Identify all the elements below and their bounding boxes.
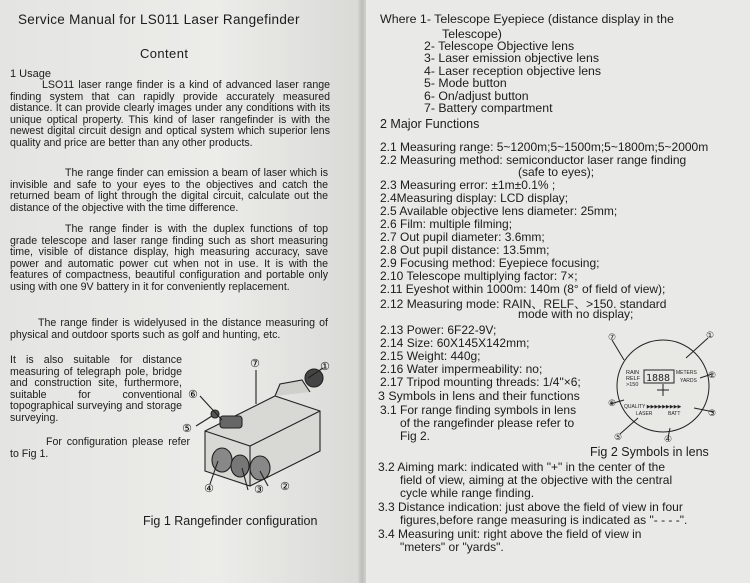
section-major-functions: 2 Major Functions xyxy=(380,117,480,131)
section-usage-heading: 1 Usage xyxy=(10,68,51,80)
parts-item: 5- Mode button xyxy=(424,76,507,91)
usage-paragraph-1: LSO11 laser range finder is a kind of advanced laser range finding system that can rapidly provide accurately measured distance. It can provide clearly images under any conditions with its unique optical property. This kind of laser rangefinder is with the newest digital circuit design and optical system which superior lens quality and price are better than any other products. xyxy=(10,79,330,149)
spec-3-2-line-2: field of view, aiming at the objective with the central xyxy=(400,473,673,487)
spec-3-2-line-1: 3.2 Aiming mark: indicated with "+" in the center of the xyxy=(378,460,666,474)
fig2-laser-label: LASER xyxy=(636,411,653,417)
content-heading: Content xyxy=(140,46,189,61)
usage-paragraph-5: It is also suitable for distance measuring of telegraph pole, bridge and construction site, furthermore, suitable for conventional topographical surveying and storage surveying. xyxy=(10,354,182,424)
fig2-batt-label: BATT xyxy=(668,411,681,417)
lens-symbols-figure xyxy=(608,330,718,442)
spec-3-1-line-3: Fig 2. xyxy=(400,429,431,443)
spec-3-1-line-1: 3.1 For range finding symbols in lens xyxy=(380,403,577,417)
spec-item: 2.15 Weight: 440g; xyxy=(380,349,481,363)
parts-item: 7- Battery compartment xyxy=(424,101,553,116)
spec-item: 2.16 Water impermeability: no; xyxy=(380,362,543,376)
spec-3-2-line-3: cycle while range finding. xyxy=(400,486,535,500)
fig2-callout-4: ④ xyxy=(664,435,673,442)
section-symbols: 3 Symbols in lens and their functions xyxy=(378,389,580,403)
fig1-callout-4: ④ xyxy=(204,482,214,495)
usage-paragraph-6: For configuration please refer to Fig 1. xyxy=(10,436,190,460)
where-heading: Where 1- Telescope Eyepiece (distance display in the xyxy=(380,12,674,26)
fig2-callout-2: ② xyxy=(708,371,717,381)
fig1-callout-5: ⑤ xyxy=(182,422,192,435)
spec-item: 2.5 Available objective lens diameter: 25mm; xyxy=(380,204,618,218)
left-page xyxy=(0,0,362,583)
spec-item: 2.8 Out pupil distance: 13.5mm; xyxy=(380,243,550,257)
spec-3-3-line-2: figures,before range measuring is indicated as "- - - -". xyxy=(400,513,688,527)
fig1-callout-7: ⑦ xyxy=(250,357,260,370)
fig2-caption: Fig 2 Symbols in lens xyxy=(590,445,709,459)
spec-3-4-line-1: 3.4 Measuring unit: right above the field of view in xyxy=(378,527,642,541)
parts-item: 2- Telescope Objective lens xyxy=(424,39,575,53)
fig2-callout-1: ① xyxy=(706,331,715,341)
spec-item: 2.7 Out pupil diameter: 3.6mm; xyxy=(380,230,545,244)
spec-item: mode with no display; xyxy=(518,307,634,321)
spec-3-3-line-1: 3.3 Distance indication: just above the field of view in four xyxy=(378,500,683,514)
spec-item: 2.12 Measuring mode: RAIN、RELF、>150. standard xyxy=(380,297,667,311)
parts-list xyxy=(424,40,601,114)
parts-item: 3- Laser emission objective lens xyxy=(424,51,599,66)
document-title: Service Manual for LS011 Laser Rangefinder xyxy=(18,12,300,27)
spec-item: 2.14 Size: 60X145X142mm; xyxy=(380,336,530,350)
usage-paragraph-4: The range finder is widelyused in the distance measuring of physical and outdoor sports such as golf and hunting, etc. xyxy=(10,317,328,341)
page-gutter xyxy=(358,0,366,583)
fig1-callout-6: ⑥ xyxy=(188,388,198,401)
fig2-yards-label: YARDS xyxy=(680,378,697,384)
fig1-caption: Fig 1 Rangefinder configuration xyxy=(143,514,318,528)
spec-3-4-line-2: "meters" or "yards". xyxy=(400,540,504,554)
fig2-callout-3: ③ xyxy=(708,409,717,419)
parts-item: 4- Laser reception objective lens xyxy=(424,63,602,78)
where-continued: Telescope) xyxy=(442,27,502,41)
fig2-meters-label: METERS xyxy=(676,370,697,376)
fig2-digits: 1888 xyxy=(646,373,671,384)
spec-item: 2.9 Focusing method: Eyepiece focusing; xyxy=(380,256,600,270)
spec-item: 2.6 Film: multiple filming; xyxy=(380,217,513,231)
parts-item: 6- On/adjust button xyxy=(424,88,529,103)
usage-paragraph-2: The range finder can emission a beam of laser which is invisible and safe to your eyes to the objectives and catch the returned beam of light through the digital circuit, calculate out the distance of the objective with the time difference. xyxy=(10,167,328,214)
fig1-callout-1: ① xyxy=(320,360,330,373)
fig2-quality-label: QUALITY ▶▶▶▶▶▶▶▶▶ xyxy=(624,404,682,410)
spec-3-1-line-2: of the rangefinder please refer to xyxy=(400,416,575,430)
spec-item: 2.3 Measuring error: ±1m±0.1% ; xyxy=(380,178,556,192)
spec-item: 2.2 Measuring method: semiconductor laser range finding xyxy=(380,153,687,167)
fig1-callout-3: ③ xyxy=(254,483,264,496)
spec-item: 2.10 Telescope multiplying factor: 7×; xyxy=(380,269,578,283)
fig2-callout-5: ⑤ xyxy=(614,433,623,442)
spec-item: 2.11 Eyeshot within 1000m: 140m (8° of field of view); xyxy=(380,282,666,296)
spec-item: 2.1 Measuring range: 5~1200m;5~1500m;5~1800m;5~2000m xyxy=(380,140,709,154)
rangefinder-figure xyxy=(180,356,330,506)
spec-item: 2.17 Tripod mounting threads: 1/4"×6; xyxy=(380,375,581,389)
fig2-callout-7: ⑦ xyxy=(608,333,617,343)
fig1-callout-2: ② xyxy=(280,480,290,493)
fig2-callout-6: ⑥ xyxy=(608,399,617,409)
spec-item: 2.13 Power: 6F22-9V; xyxy=(380,323,497,337)
spec-item: (safe to eyes); xyxy=(518,165,595,179)
fig2-gt150-label: >150 xyxy=(626,382,639,388)
spec-item: 2.4Measuring display: LCD display; xyxy=(380,191,569,205)
fig2-relf-label: RELF xyxy=(626,376,641,382)
fig2-rain-label: RAIN xyxy=(626,370,640,376)
usage-paragraph-3: The range finder is with the duplex functions of top grade telescope and laser range finding such as short measuring time, visible of distance display, high measuring accuracy, save power and automatic power cut when not in use. It is with the features of compactness, beautiful configuration and portable only using with one 9V battery in it for conveniently replacement. xyxy=(10,223,328,293)
